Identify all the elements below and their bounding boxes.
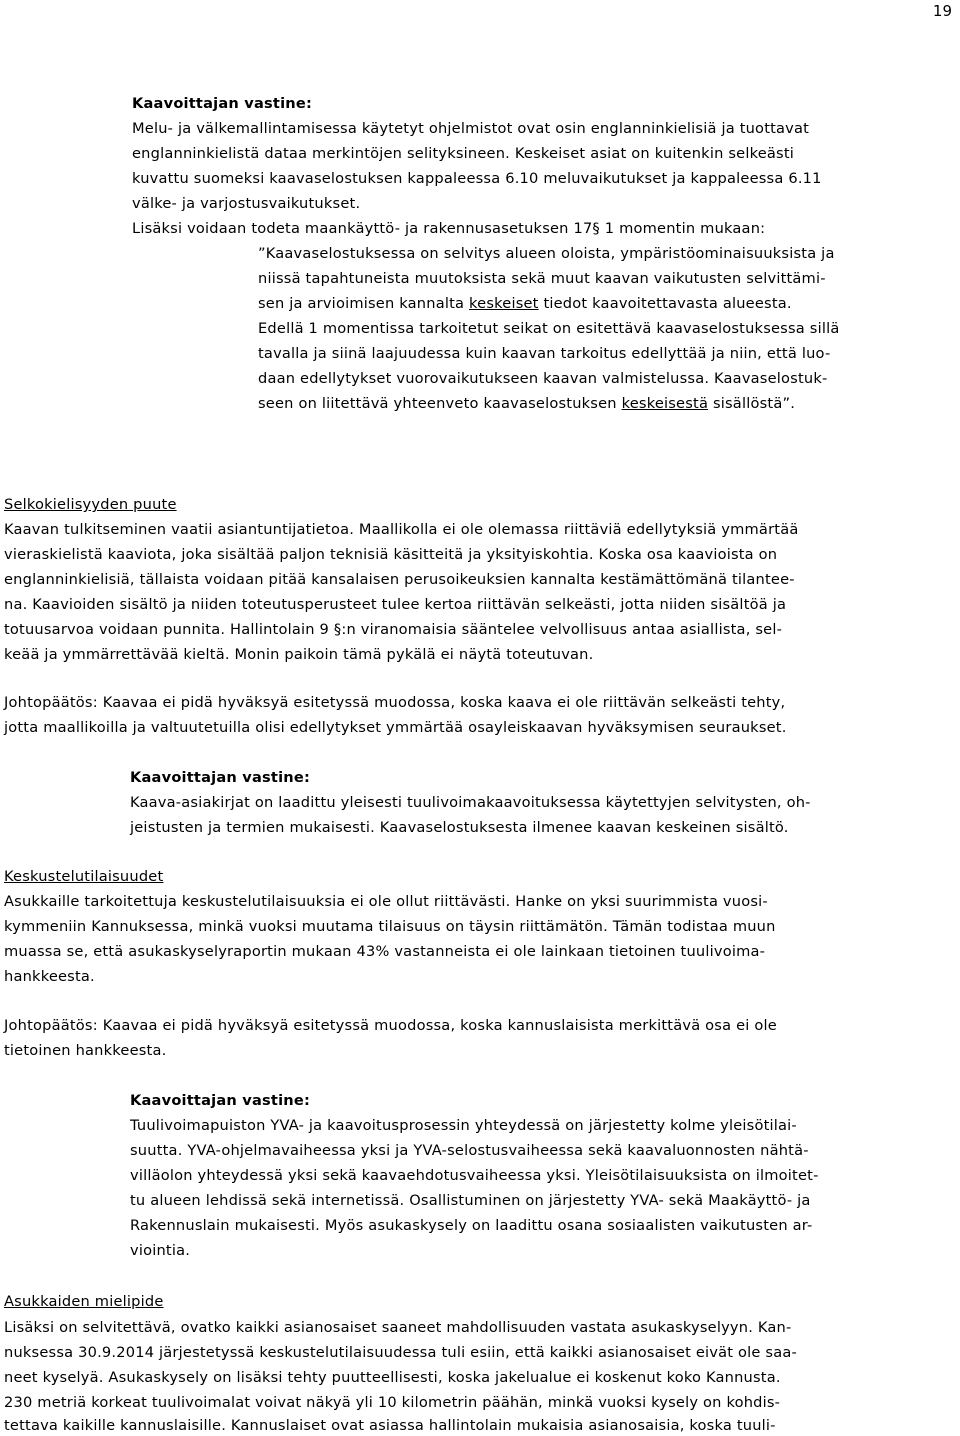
quote-text: sen ja arvioimisen kannalta (258, 295, 470, 312)
body-line: Kaavan tulkitseminen vaatii asiantuntijatietoa. Maallikolla ei ole olemassa riittäviä edellytyksiä ymmärtää (4, 521, 799, 538)
reply-line: tu alueen lehdissä sekä internetissä. Osallistuminen on järjestetty YVA- sekä Maakäyttö- ja (130, 1192, 811, 1209)
underlined-term: keskeisestä (621, 395, 709, 412)
section-title: Selkokielisyyden puute (4, 496, 177, 513)
reply-line: Rakennuslain mukaisesti. Myös asukaskysely on laadittu osana sosiaalisten vaikutusten ar- (130, 1217, 813, 1234)
body-line: hankkeesta. (4, 968, 95, 985)
body-line: tettava kaikille kannuslaisille. Kannuslaiset ovat asiassa hallintolain mukaisia asianosaisia, koska tuuli- (4, 1417, 776, 1434)
body-line: englanninkielisiä, tällaista voidaan pitää kansalaisen perusoikeuksien kannalta kestämättömänä tilantee- (4, 571, 795, 588)
body-line: muassa se, että asukaskyselyraportin mukaan 43% vastanneista ei ole lainkaan tietoinen tuulivoima- (4, 943, 766, 960)
conclusion-line: Johtopäätös: Kaavaa ei pidä hyväksyä esitetyssä muodossa, koska kannuslaisista merkittävä osa ei ole (4, 1017, 777, 1034)
quote-text: seen on liitettävä yhteenveto kaavaselostuksen (258, 395, 622, 412)
quote-line: tavalla ja siinä laajuudessa kuin kaavan tarkoitus edellyttää ja niin, että luo- (258, 345, 831, 362)
body-line: nuksessa 30.9.2014 järjestetyssä keskustelutilaisuudessa tuli esiin, että kaikki asianosaiset eivät ole saa- (4, 1344, 797, 1361)
underlined-term: keskeiset (469, 295, 539, 312)
conclusion-line: Johtopäätös: Kaavaa ei pidä hyväksyä esitetyssä muodossa, koska kaava ei ole riittävän selkeästi tehty, (4, 694, 786, 711)
law-reference: Lisäksi voidaan todeta maankäyttö- ja rakennusasetuksen 17§ 1 momentin mukaan: (132, 220, 766, 237)
reply-heading: Kaavoittajan vastine: (132, 95, 313, 112)
reply-line: Kaava-asiakirjat on laadittu yleisesti tuulivoimakaavoituksessa käytettyjen selvitysten, oh- (130, 794, 811, 811)
body-line: na. Kaavioiden sisältö ja niiden toteutusperusteet tulee kertoa riittävän selkeästi, jotta niiden sisältöä ja (4, 596, 787, 613)
body-line: vieraskielistä kaaviota, joka sisältää paljon teknisiä käsitteitä ja yksityiskohtia. Koska osa kaavioista on (4, 546, 778, 563)
body-line: keää ja ymmärrettävää kieltä. Monin paikoin tämä pykälä ei näytä toteutuvan. (4, 646, 594, 663)
reply-line: jeistusten ja termien mukaisesti. Kaavaselostuksesta ilmenee kaavan keskeinen sisältö. (130, 819, 789, 836)
quote-line: daan edellytykset vuorovaikutukseen kaavan valmistelussa. Kaavaselostuk- (258, 370, 828, 387)
quote-line: Edellä 1 momentissa tarkoitetut seikat on esitettävä kaavaselostuksessa sillä (258, 320, 840, 337)
quote-text: tiedot kaavoitettavasta alueesta. (538, 295, 792, 312)
reply-line: suutta. YVA-ohjelmavaiheessa yksi ja YVA-selostusvaiheessa sekä kaavaluonnosten nähtä- (130, 1142, 809, 1159)
reply-heading: Kaavoittajan vastine: (130, 769, 311, 786)
reply-line: viointia. (130, 1242, 191, 1259)
reply-line: villäolon yhteydessä yksi sekä kaavaehdotusvaiheessa yksi. Yleisötilaisuuksista on ilmoitet- (130, 1167, 819, 1184)
body-line: kymmeniin Kannuksessa, minkä vuoksi muutama tilaisuus on täysin riittämätön. Tämän todistaa muun (4, 918, 776, 935)
conclusion-line: jotta maallikoilla ja valtuutetuilla olisi edellytykset ymmärtää osayleiskaavan hyväksymisen seuraukset. (4, 719, 787, 736)
reply-line: välke- ja varjostusvaikutukset. (132, 195, 361, 212)
reply-line: kuvattu suomeksi kaavaselostuksen kappaleessa 6.10 meluvaikutukset ja kappaleessa 6.11 (132, 170, 822, 187)
body-line: neet kyselyä. Asukaskysely on lisäksi tehty puutteellisesti, koska jakelualue ei koskenut koko Kannusta. (4, 1369, 781, 1386)
quote-text: sisällöstä”. (708, 395, 796, 412)
body-line: Lisäksi on selvitettävä, ovatko kaikki asianosaiset saaneet mahdollisuuden vastata asukaskyselyyn. Kan- (4, 1319, 792, 1336)
conclusion-line: tietoinen hankkeesta. (4, 1042, 167, 1059)
quote-line: niissä tapahtuneista muutoksista sekä muut kaavan vaikutusten selvittämi- (258, 270, 826, 287)
reply-line: Tuulivoimapuiston YVA- ja kaavoitusprosessin yhteydessä on järjestetty kolme yleisötilai- (130, 1117, 797, 1134)
reply-line: Melu- ja välkemallintamisessa käytetyt ohjelmistot ovat osin englanninkielisiä ja tuottavat (132, 120, 810, 137)
quote-line: ”Kaavaselostuksessa on selvitys alueen oloista, ympäristöominaisuuksista ja (258, 245, 835, 262)
reply-heading: Kaavoittajan vastine: (130, 1092, 311, 1109)
page-number: 19 (932, 2, 952, 20)
section-title: Keskustelutilaisuudet (4, 868, 164, 885)
section-title: Asukkaiden mielipide (4, 1293, 164, 1310)
body-line: 230 metriä korkeat tuulivoimalat voivat näkyä yli 10 kilometrin päähän, minkä vuoksi kysely on kohdis- (4, 1394, 781, 1411)
reply-line: englanninkielistä dataa merkintöjen selityksineen. Keskeiset asiat on kuitenkin selkeästi (132, 145, 795, 162)
body-line: totuusarvoa voidaan punnita. Hallintolain 9 §:n viranomaisia sääntelee velvollisuus antaa asiallista, sel- (4, 621, 783, 638)
body-line: Asukkaille tarkoitettuja keskustelutilaisuuksia ei ole ollut riittävästi. Hanke on yksi suurimmista vuosi- (4, 893, 768, 910)
